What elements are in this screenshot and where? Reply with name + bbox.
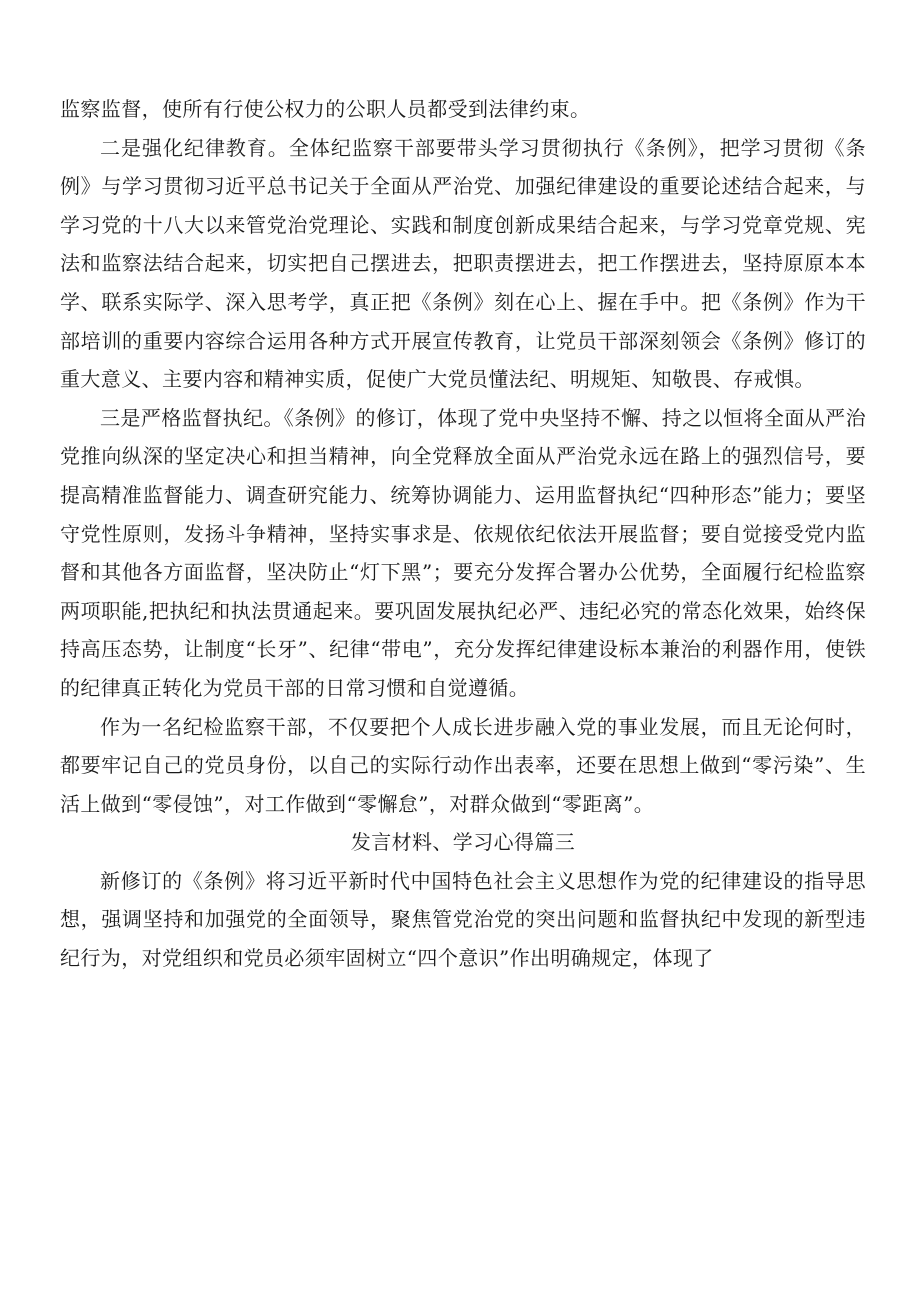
- document-body: [60, 90, 866, 978]
- paragraph-continuation: 监察监督，使所有行使公权力的公职人员都受到法律约束。: [60, 97, 591, 121]
- paragraph-supervision-enforcement: 三是严格监督执纪。《条例》的修订，体现了党中央坚持不懈、持之以恒将全面从严治党推向纵深的坚定决心和担当精神，向全党释放全面从严治党永远在路上的强烈信号，要提高精准监督能力、调查研究能力、统筹协调能力、运用监督执纪“四种形态”能力；要坚守党性原则，发扬斗争精神，坚持实事求是、依规依纪依法开展监督；要自觉接受党内监督和其他各方面监督，坚决防止“灯下黑”；要充分发挥合署办公优势，全面履行纪检监察两项职能,把执纪和执法贯通起来。要巩固发展执纪必严、违纪必究的常态化效果，始终保持高压态势，让制度“长牙”、纪律“带电”，充分发挥纪律建设标本兼治的利器作用，使铁的纪律真正转化为党员干部的日常习惯和自觉遵循。: [60, 405, 866, 700]
- paragraph-cadre-example: 作为一名纪检监察干部，不仅要把个人成长进步融入党的事业发展，而且无论何时，都要牢记自己的党员身份，以自己的实际行动作出表率，还要在思想上做到“零污染”、生活上做到“零侵蚀”，对工作做到“零懈怠”，对群众做到“零距离”。: [60, 714, 866, 816]
- paragraph-discipline-education: 二是强化纪律教育。全体纪监察干部要带头学习贯彻执行《条例》，把学习贯彻《条例》与学习贯彻习近平总书记关于全面从严治党、加强纪律建设的重要论述结合起来，与学习党的十八大以来管党治党理论、实践和制度创新成果结合起来，与学习党章党规、宪法和监察法结合起来，切实把自己摆进去，把职责摆进去，把工作摆进去，坚持原原本本学、联系实际学、深入思考学，真正把《条例》刻在心上、握在手中。把《条例》作为干部培训的重要内容综合运用各种方式开展宣传教育，让党员干部深刻领会《条例》修订的重大意义、主要内容和精神实质，促使广大党员懂法纪、明规矩、知敬畏、存戒惧。: [60, 135, 866, 392]
- section-heading: 发言材料、学习心得篇三: [350, 830, 576, 855]
- paragraph-new-regulation: 新修订的《条例》将习近平新时代中国特色社会主义思想作为党的纪律建设的指导思想，强调坚持和加强党的全面领导，聚焦管党治党的突出问题和监督执纪中发现的新型违纪行为，对党组织和党员必须牢固树立“四个意识”作出明确规定，体现了: [60, 868, 866, 971]
